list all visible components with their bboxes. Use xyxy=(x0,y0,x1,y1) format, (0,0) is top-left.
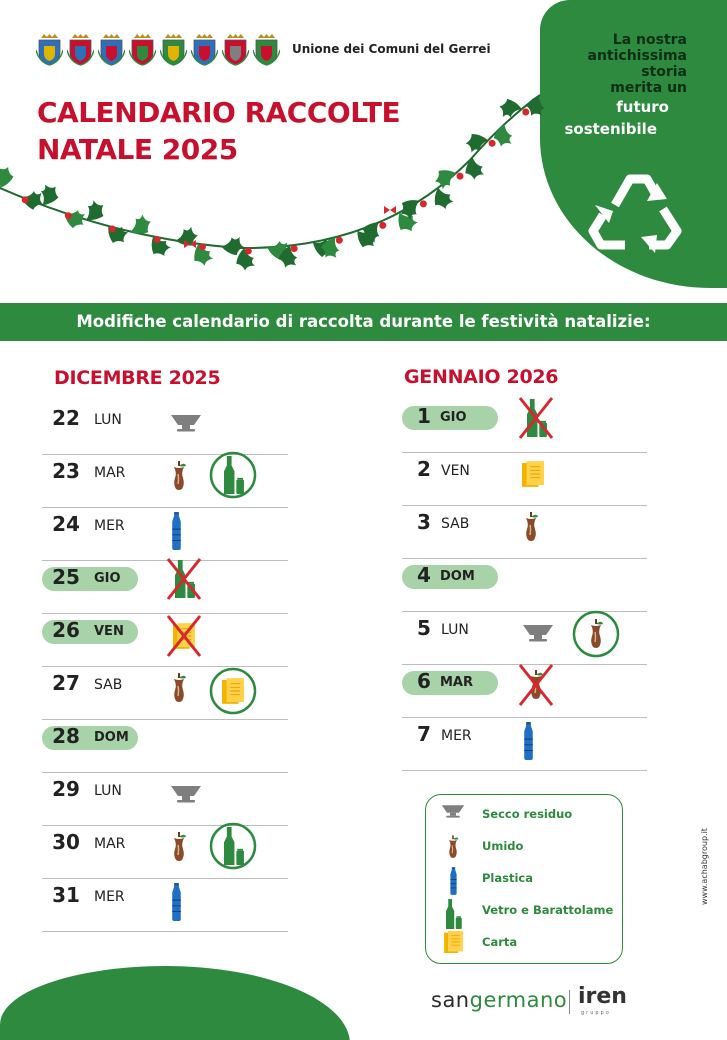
vetro-icon-crossed xyxy=(518,396,554,440)
day-name: SAB xyxy=(441,516,470,532)
union-name: Unione dei Comuni del Gerrei xyxy=(292,42,491,56)
crest-icon xyxy=(36,34,63,66)
calendar-row xyxy=(42,561,288,614)
slogan-line: futuro xyxy=(616,98,669,116)
umido-icon-circled xyxy=(572,610,620,658)
footer-green-shape xyxy=(0,966,350,1040)
day-name: MAR xyxy=(94,836,126,852)
crest-icon xyxy=(98,34,125,66)
calendar-row xyxy=(42,402,288,455)
plastica-icon xyxy=(170,512,183,554)
day-number: 6 xyxy=(417,669,431,693)
slogan-line: sostenibile xyxy=(564,120,657,138)
calendar-row xyxy=(42,614,288,667)
side-credit: www.achabgroup.it xyxy=(700,828,709,905)
sangermano-logo xyxy=(431,988,567,1012)
carta-icon-circled xyxy=(209,667,257,715)
day-number: 7 xyxy=(417,722,431,746)
day-name: MAR xyxy=(440,675,474,690)
day-name: LUN xyxy=(94,412,122,428)
calendar-row xyxy=(402,506,647,559)
umido-icon-crossed xyxy=(518,663,554,707)
day-name: LUN xyxy=(94,783,122,799)
day-name: MAR xyxy=(94,465,126,481)
secco-icon xyxy=(522,622,554,646)
calendar-row xyxy=(42,508,288,561)
calendar-row xyxy=(42,455,288,508)
vetro-icon xyxy=(440,899,466,929)
umido-icon xyxy=(170,832,188,866)
crest-icon xyxy=(160,34,187,66)
legend-label: Umido xyxy=(482,839,524,853)
day-number: 23 xyxy=(52,459,80,483)
calendar-row xyxy=(42,667,288,720)
day-name: GIO xyxy=(440,410,467,425)
day-name: VEN xyxy=(441,463,470,479)
sangermano-logo-part: germano xyxy=(469,988,568,1012)
crest-icon xyxy=(253,34,280,66)
calendar-row xyxy=(402,665,647,718)
legend-box xyxy=(425,794,623,964)
day-number: 26 xyxy=(52,618,80,642)
carta-icon xyxy=(440,931,466,953)
calendar-row xyxy=(402,718,647,771)
day-number: 28 xyxy=(52,724,80,748)
crest-icon xyxy=(191,34,218,66)
day-name: GIO xyxy=(94,571,121,586)
month-title-december: DICEMBRE 2025 xyxy=(54,367,221,389)
vetro-icon-circled xyxy=(209,822,257,870)
plastica-icon xyxy=(522,722,535,764)
crest-icon xyxy=(222,34,249,66)
vetro-icon-crossed xyxy=(166,557,202,601)
day-name: DOM xyxy=(440,569,475,584)
secco-icon xyxy=(170,412,202,436)
logo-divider xyxy=(569,990,570,1014)
legend-label: Secco residuo xyxy=(482,807,573,821)
calendar-row xyxy=(42,879,288,932)
day-number: 27 xyxy=(52,671,80,695)
day-number: 29 xyxy=(52,777,80,801)
carta-icon-crossed xyxy=(166,614,202,658)
month-title-january: GENNAIO 2026 xyxy=(404,366,559,388)
slogan-line: La nostra xyxy=(612,32,687,48)
umido-icon xyxy=(170,673,188,707)
day-name: LUN xyxy=(441,622,469,638)
recycle-icon xyxy=(585,165,685,255)
legend-label: Carta xyxy=(482,935,518,949)
secco-icon xyxy=(170,783,202,807)
day-number: 22 xyxy=(52,406,80,430)
day-name: SAB xyxy=(94,677,123,693)
vetro-icon-circled xyxy=(209,451,257,499)
umido-icon xyxy=(440,835,466,859)
iren-logo-sub: gruppo xyxy=(581,1010,611,1016)
legend-label: Vetro e Barattolame xyxy=(482,903,614,917)
day-number: 31 xyxy=(52,883,80,907)
crest-icon xyxy=(67,34,94,66)
municipal-crests xyxy=(36,34,280,66)
day-name: MER xyxy=(94,518,125,534)
umido-icon xyxy=(170,461,188,495)
holly-garland-icon xyxy=(0,90,560,280)
day-name: MER xyxy=(441,728,472,744)
calendar-row xyxy=(402,612,647,665)
day-number: 1 xyxy=(417,404,431,428)
slogan-line: merita un xyxy=(610,80,687,96)
day-number: 2 xyxy=(417,457,431,481)
iren-logo: iren xyxy=(578,984,627,1009)
secco-icon xyxy=(440,803,466,818)
plastica-icon xyxy=(440,867,466,895)
calendar-row xyxy=(402,400,647,453)
calendar-row xyxy=(42,773,288,826)
day-name: DOM xyxy=(94,730,129,745)
carta-icon xyxy=(522,461,544,491)
day-number: 4 xyxy=(417,563,431,587)
calendar-row xyxy=(42,826,288,879)
page-title-line: CALENDARIO RACCOLTE xyxy=(37,96,401,129)
legend-label: Plastica xyxy=(482,871,533,885)
crest-icon xyxy=(129,34,156,66)
slogan-line: antichissima xyxy=(587,48,687,64)
sangermano-logo-part: san xyxy=(431,988,470,1012)
day-number: 25 xyxy=(52,565,80,589)
slogan-line: storia xyxy=(641,64,687,80)
calendar-row xyxy=(402,559,647,612)
day-number: 24 xyxy=(52,512,80,536)
day-number: 3 xyxy=(417,510,431,534)
day-number: 30 xyxy=(52,830,80,854)
day-name: VEN xyxy=(94,624,124,639)
calendar-row xyxy=(402,453,647,506)
day-number: 5 xyxy=(417,616,431,640)
day-name: MER xyxy=(94,889,125,905)
calendar-row xyxy=(42,720,288,773)
umido-icon xyxy=(522,512,540,546)
notice-banner: Modifiche calendario di raccolta durante le festività natalizie: xyxy=(0,303,727,341)
page-title-line: NATALE 2025 xyxy=(37,133,238,166)
plastica-icon xyxy=(170,883,183,925)
